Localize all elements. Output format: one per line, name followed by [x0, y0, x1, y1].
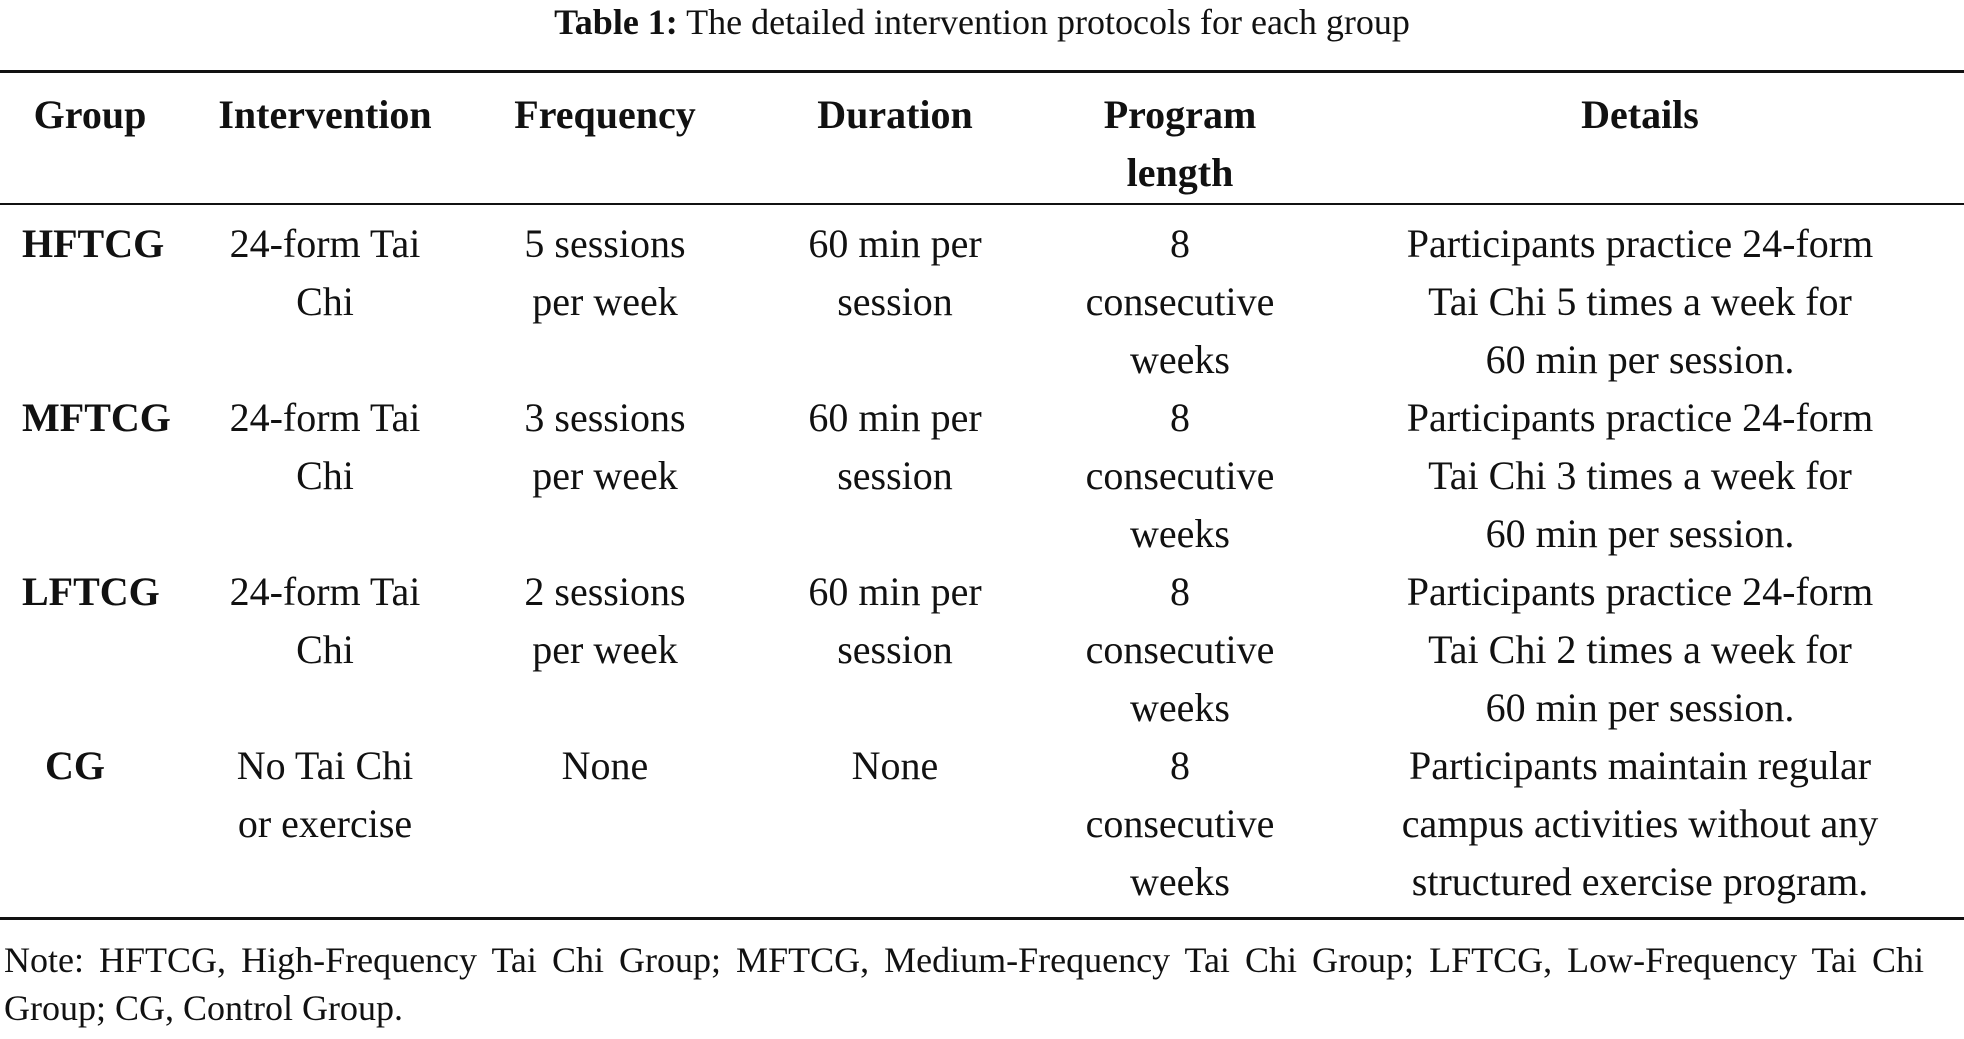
caption-label: Table 1:: [554, 2, 678, 42]
table-row-2-duration: 60 min per session: [808, 395, 982, 498]
table-row-4-details: Participants maintain regular campus activities without any structured exercise program.: [1401, 743, 1879, 904]
table-row-3-frequency: 2 sessions per week: [524, 569, 686, 672]
table-row-4-intervention: No Tai Chi or exercise: [236, 743, 414, 846]
column-header-frequency: Frequency: [514, 92, 696, 137]
table-header-rule: [0, 203, 1964, 205]
table-row-3-intervention: 24-form Tai Chi: [229, 569, 421, 672]
table-row-3-details: Participants practice 24-form Tai Chi 2 times a week for 60 min per session.: [1406, 569, 1874, 730]
caption-text: The detailed intervention protocols for each group: [677, 2, 1410, 42]
table-bottom-rule: [0, 917, 1964, 920]
table-row-1-frequency: 5 sessions per week: [524, 221, 686, 324]
column-header-program-length: Program length: [1103, 92, 1257, 195]
table-note: Note: HFTCG, High-Frequency Tai Chi Group; MFTCG, Medium-Frequency Tai Chi Group; LFTCG, Low-Frequency Tai Chi Group; CG, Control Group.: [4, 940, 1924, 1028]
table-row-3-duration: 60 min per session: [808, 569, 982, 672]
column-header-intervention: Intervention: [218, 92, 432, 137]
table-row-2-details: Participants practice 24-form Tai Chi 3 times a week for 60 min per session.: [1406, 395, 1874, 556]
column-header-duration: Duration: [817, 92, 973, 137]
table-row-2-intervention: 24-form Tai Chi: [229, 395, 421, 498]
table-row-1-details: Participants practice 24-form Tai Chi 5 times a week for 60 min per session.: [1406, 221, 1874, 382]
table-row-2-group: MFTCG: [22, 395, 171, 440]
table-row-4-program-length: 8 consecutive weeks: [1085, 743, 1275, 904]
column-header-details: Details: [1581, 92, 1699, 137]
table-row-4-frequency: None: [561, 743, 649, 788]
table-row-4-duration: None: [851, 743, 939, 788]
column-header-group: Group: [33, 92, 147, 137]
table-row-1-group: HFTCG: [22, 221, 165, 266]
table-row-3-program-length: 8 consecutive weeks: [1085, 569, 1275, 730]
table-caption: [0, 2, 1964, 42]
table-row-2-frequency: 3 sessions per week: [524, 395, 686, 498]
table-row-4-group: CG: [45, 743, 105, 788]
table-row-3-group: LFTCG: [22, 569, 160, 614]
table-top-rule: [0, 70, 1964, 73]
table-row-1-duration: 60 min per session: [808, 221, 982, 324]
table-row-2-program-length: 8 consecutive weeks: [1085, 395, 1275, 556]
table-row-1-intervention: 24-form Tai Chi: [229, 221, 421, 324]
table-row-1-program-length: 8 consecutive weeks: [1085, 221, 1275, 382]
